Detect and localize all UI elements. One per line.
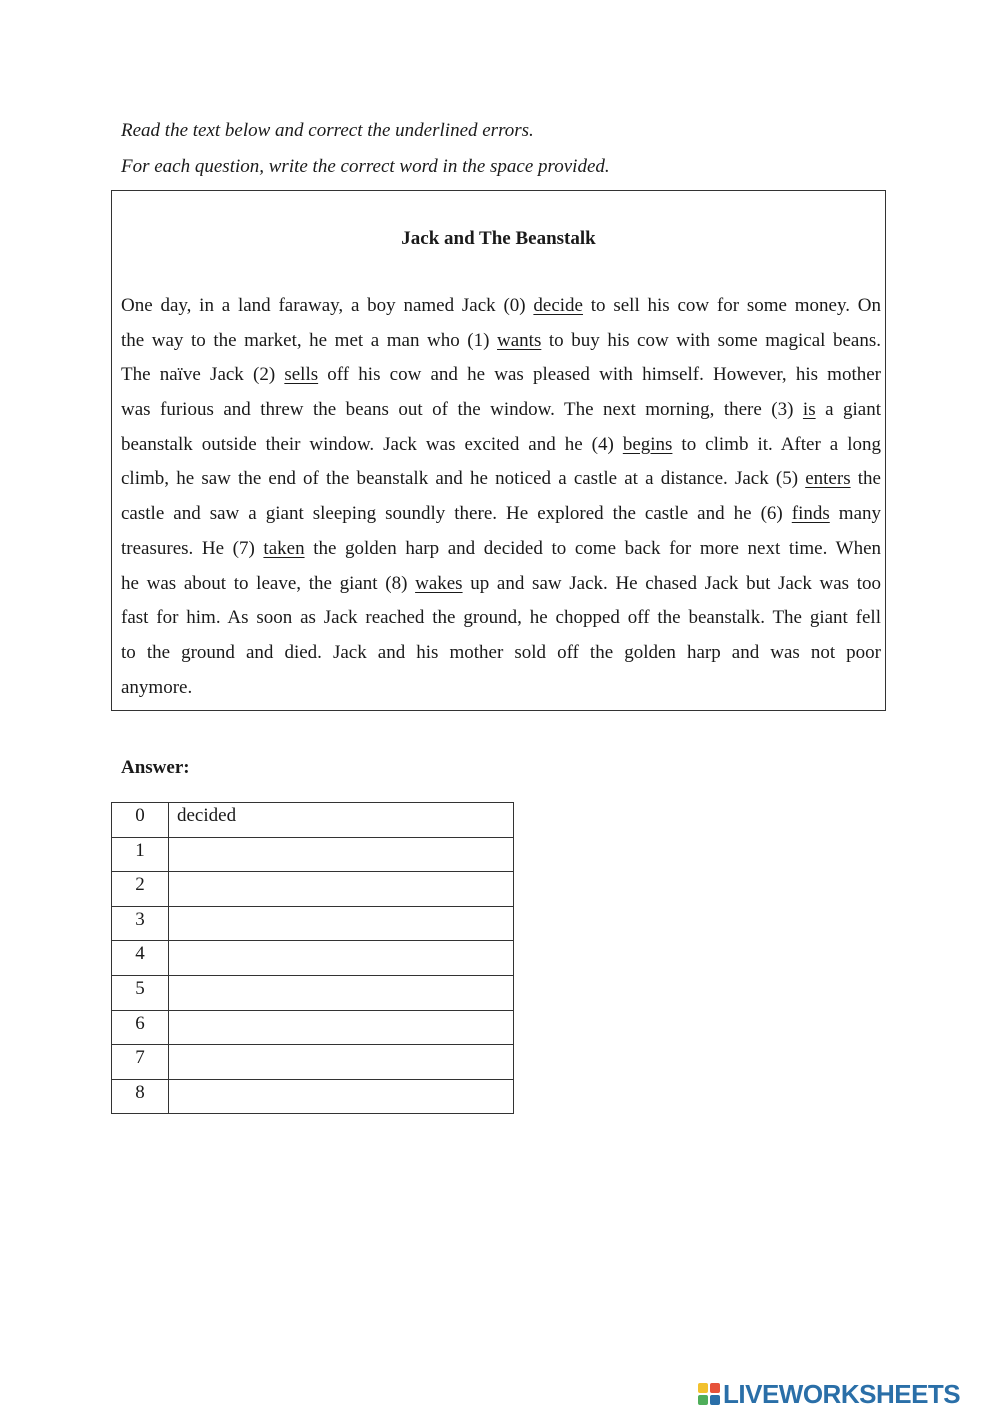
story-text-segment: fast for him. As soon as Jack reached the ground, he chopped off the beanstalk. The giant fell [121, 607, 881, 629]
story-text-segment: he was about to leave, the giant (8) [121, 572, 416, 594]
story-line [121, 497, 881, 532]
liveworksheets-logo-text: LIVEWORKSHEETS [723, 1379, 961, 1409]
story-text-segment: the way to the market, he met a man who (1) [121, 329, 498, 351]
underlined-error: is [802, 399, 816, 421]
story-text-segment: castle and saw a giant sleeping soundly there. He explored the castle and he (6) [121, 503, 792, 525]
answer-number: 7 [112, 1045, 169, 1080]
story-line [121, 636, 881, 671]
liveworksheets-logo [697, 1378, 960, 1410]
story-box [111, 190, 886, 711]
answer-row [112, 1010, 514, 1045]
story-text-segment: climb, he saw the end of the beanstalk and he noticed a castle at a distance. Jack (5) [121, 468, 806, 490]
story-text-segment: was furious and threw the beans out of the window. The next morning, there (3) [121, 399, 803, 421]
answer-row [112, 837, 514, 872]
answer-number: 4 [112, 941, 169, 976]
answer-row [112, 1079, 514, 1114]
underlined-error: finds [791, 503, 830, 525]
story-text-segment: treasures. He (7) [121, 537, 264, 559]
answer-table [111, 802, 514, 1114]
answer-number: 1 [112, 837, 169, 872]
story-line [121, 532, 881, 567]
underlined-error: enters [805, 468, 851, 490]
story-text-segment: many [829, 503, 881, 525]
answer-number: 5 [112, 975, 169, 1010]
answer-field[interactable] [169, 872, 514, 907]
answer-number: 6 [112, 1010, 169, 1045]
story-title: Jack and The Beanstalk [401, 228, 596, 249]
story-text-segment: the [850, 468, 881, 490]
story-text-segment: off his cow and he was pleased with himself. However, his mother [318, 364, 881, 386]
answer-field[interactable] [169, 837, 514, 872]
answer-row [112, 803, 514, 838]
instruction-line-2: For each question, write the correct word in the space provided. [121, 156, 610, 177]
underlined-error: decide [533, 295, 583, 316]
story-line [121, 428, 881, 463]
answer-row [112, 872, 514, 907]
story-text-segment: the golden harp and decided to come back for more next time. When [304, 537, 881, 559]
answer-number: 3 [112, 906, 169, 941]
story-text-segment: to climb it. After a long [672, 433, 881, 455]
answer-number: 8 [112, 1079, 169, 1114]
underlined-error: taken [263, 537, 305, 559]
answer-field[interactable] [169, 906, 514, 941]
answer-row [112, 906, 514, 941]
story-text-segment: a giant [815, 399, 881, 421]
underlined-error: begins [622, 433, 673, 455]
story-line [121, 567, 881, 602]
answer-field[interactable] [169, 975, 514, 1010]
story-text-segment: beanstalk outside their window. Jack was excited and he (4) [121, 433, 623, 455]
story-text-segment: to sell his cow for some money. On [582, 295, 882, 316]
story-line [121, 289, 881, 324]
answer-field[interactable] [169, 1079, 514, 1114]
story-line [121, 671, 881, 706]
story-text-segment: to the ground and died. Jack and his mother sold off the golden harp and was not poor [121, 641, 881, 663]
answer-row [112, 975, 514, 1010]
story-text-segment: anymore. [121, 676, 193, 698]
liveworksheets-logo-icon [697, 1382, 721, 1406]
underlined-error: wants [497, 329, 542, 351]
story-text-segment: up and saw Jack. He chased Jack but Jack was too [462, 572, 881, 594]
underlined-error: wakes [415, 572, 463, 594]
answer-number: 0 [112, 803, 169, 838]
answer-field[interactable] [169, 941, 514, 976]
story-line [121, 462, 881, 497]
underlined-error: sells [284, 364, 319, 386]
answer-field[interactable] [169, 1045, 514, 1080]
story-text [121, 289, 881, 705]
story-text-segment: to buy his cow with some magical beans. [541, 329, 881, 351]
answer-field[interactable] [169, 1010, 514, 1045]
story-text-segment: The naïve Jack (2) [121, 364, 285, 386]
answer-field[interactable]: decided [169, 803, 514, 838]
story-line [121, 324, 881, 359]
answer-row [112, 941, 514, 976]
story-line [121, 358, 881, 393]
story-text-segment: One day, in a land faraway, a boy named Jack (0) [121, 295, 534, 316]
answer-number: 2 [112, 872, 169, 907]
story-line [121, 601, 881, 636]
story-line [121, 393, 881, 428]
instruction-line-1: Read the text below and correct the underlined errors. [121, 120, 534, 141]
answer-row [112, 1045, 514, 1080]
answer-label: Answer: [121, 757, 190, 778]
